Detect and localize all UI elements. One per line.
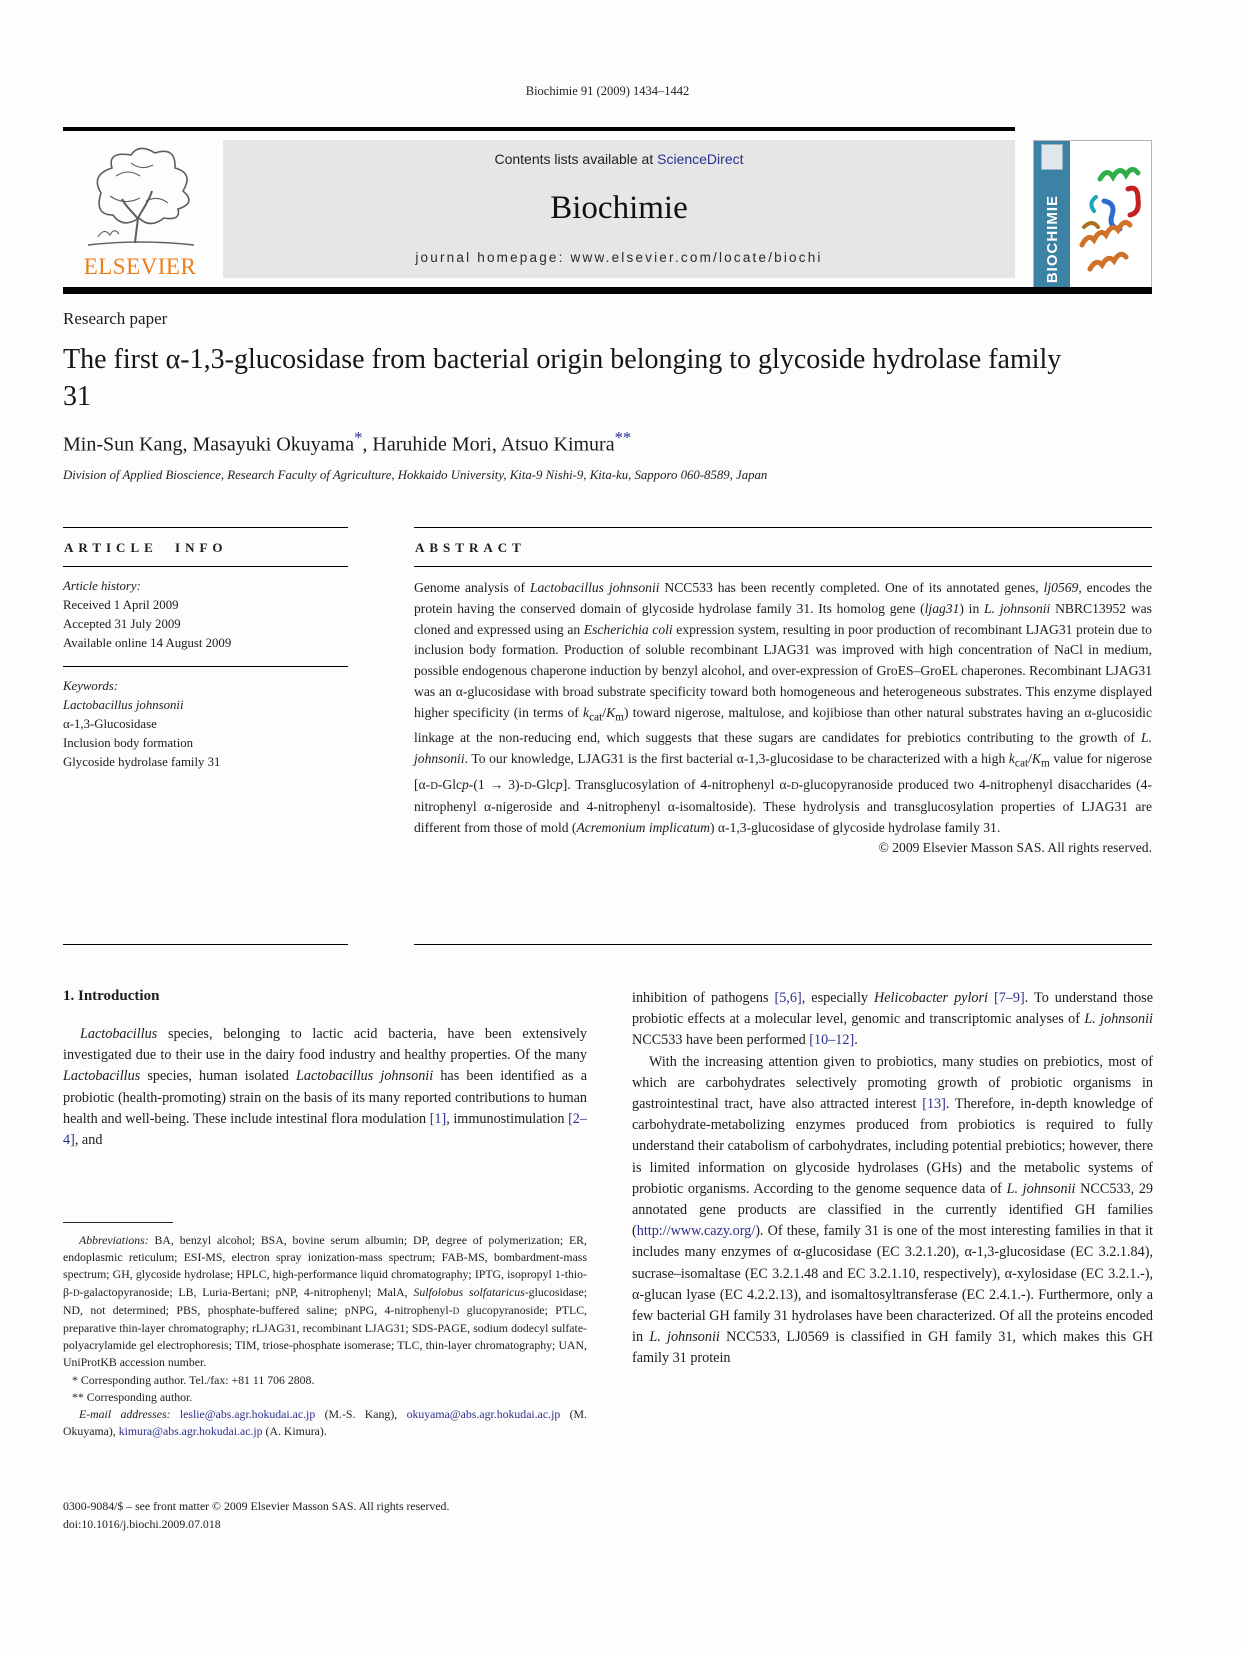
sciencedirect-link[interactable]: ScienceDirect bbox=[657, 151, 744, 167]
history-item: Accepted 31 July 2009 bbox=[63, 617, 181, 631]
article-type-label: Research paper bbox=[63, 309, 168, 328]
cover-mini-logo-icon bbox=[1041, 144, 1063, 170]
section-heading-introduction: 1. Introduction bbox=[63, 988, 160, 1004]
contents-prefix: Contents lists available at bbox=[494, 151, 658, 167]
authors-line: Min-Sun Kang, Masayuki Okuyama*, Haruhide Mori, Atsuo Kimura** bbox=[63, 428, 632, 456]
article-info-panel bbox=[63, 527, 348, 772]
keyword-item: Inclusion body formation bbox=[63, 736, 194, 750]
elsevier-tree-icon bbox=[64, 141, 216, 255]
abstract-panel bbox=[414, 527, 1152, 856]
keyword-item: Lactobacillus johnsonii bbox=[63, 698, 184, 712]
elsevier-wordmark: ELSEVIER bbox=[83, 254, 197, 279]
elsevier-logo bbox=[64, 141, 216, 287]
journal-homepage-link[interactable]: journal homepage: www.elsevier.com/locate/biochi bbox=[415, 250, 823, 265]
masthead-box bbox=[223, 140, 1015, 278]
divider bbox=[63, 944, 348, 945]
journal-cover-thumbnail bbox=[1033, 140, 1152, 288]
keyword-item: Glycoside hydrolase family 31 bbox=[63, 755, 221, 769]
body-paragraph: With the increasing attention given to probiotics, many studies on prebiotics, most of which are carbohydrates selectively promoting growth of probiotic organisms in gastrointestinal tract, have also attracted interest [13]. Therefore, in-depth knowledge of carbohydrate-metabolizing enzymes produced from probiotics is required to fully understand their catabolism of carbohydrates, including potential prebiotics; however, there is limited information on glycoside hydrolases (GHs) and the metabolic systems of probiotic organisms. According to the genome sequence data of L. johnsonii NCC533, 29 annotated gene products are classified in the currently identified GH families (http://www.cazy.org/). Of these, family 31 is one of the most interesting families in that it includes many enzymes of α-glucosidase (EC 3.2.1.20), α-1,3-glucosidase (EC 3.2.1.84), sucrase–isomaltase (EC 3.2.1.48 and EC 3.2.1.10, respectively), α-xylosidase (EC 3.2.1.-), α-glucan lyase (EC 4.2.2.13), and isomaltosyltransferase (EC 2.4.1.-). Furthermore, only a few bacterial GH family 31 hydrolases have been characterized. Of all the proteins encoded in L. johnsonii NCC533, LJ0569 is classified in GH family 31, which makes this GH family 31 protein bbox=[632, 1053, 1154, 1367]
issn-line: 0300-9084/$ – see front matter © 2009 Elsevier Masson SAS. All rights reserved. bbox=[63, 1499, 450, 1513]
keywords-label: Keywords: bbox=[63, 679, 118, 693]
history-item: Available online 14 August 2009 bbox=[63, 636, 232, 650]
doi-line: doi:10.1016/j.biochi.2009.07.018 bbox=[63, 1516, 221, 1531]
contents-line bbox=[223, 151, 1015, 167]
article-info-heading: ARTICLE INFO bbox=[64, 540, 228, 555]
keyword-item: α-1,3-Glucosidase bbox=[63, 717, 157, 731]
abstract-text: Genome analysis of Lactobacillus johnsonii NCC533 has been recently completed. One of its annotated genes, lj0569, encodes the protein having the conserved domain of glycoside hydrolase family 31. Its homolog gene (ljag31) in L. johnsonii NBRC13952 was cloned and expressed using an Escherichia coli expression system, resulting in poor production of recombinant LJAG31 protein due to inclusion body formation. Production of soluble recombinant LJAG31 was improved with high concentration of NaCl in medium, possible endogenous chaperone induction by benzyl alcohol, and over-expression of GroES–GroEL chaperones. Recombinant LJAG31 was an α-glucosidase with broad substrate specificity toward both homogeneous and heterogeneous substrates. This enzyme displayed higher specificity (in terms of $k_{cat}/K_m$) toward nigerose, maltulose, and kojibiose than other natural substrates having an α-glucosidic linkage at the non-reducing end, which suggests that these sugars are candidates for prebiotics contributing to the growth of L. johnsonii. To our knowledge, LJAG31 is the first bacterial α-1,3-glucosidase to be characterized with a high $k_{cat}/K_m$ value for nigerose [α-D-Glcp-(1 → 3)-D-Glcp]. Transglucosylation of 4-nitrophenyl α-D-glucopyranoside produced two 4-nitrophenyl disaccharides (4-nitrophenyl α-nigeroside and 4-nitrophenyl α-isomaltoside). These hydrolysis and transglucosylation properties of LJAG31 are different from those of mold (Acremonium implicatum) α-1,3-glucosidase of glycoside hydrolase family 31. bbox=[414, 580, 1152, 836]
abbreviations-note: Abbreviations: BA, benzyl alcohol; BSA, bovine serum albumin; DP, degree of polymerization; ER, endoplasmic reticulum; ESI-MS, electron spray ionization-mass spectrum; FAB-MS, bombardment-mass spectrum; GH, glycoside hydrolase; HPLC, high-performance liquid chromatography; IPTG, isopropyl 1-thio-β-D-galactopyranoside; LB, Luria-Bertani; pNP, 4-nitrophenyl; MalA, Sulfolobus solfataricus-glucosidase; ND, not determined; PBS, phosphate-buffered saline; pNPG, 4-nitrophenyl-D glucopyranoside; PTLC, preparative thin-layer chromatography; rLJAG31, recombinant LJAG31; SDS-PAGE, sodium dodecyl sulfate-polyacrylamide gel electrophoresis; TIM, triose-phosphate isomerase; TLC, thin-layer chromatography; UAN, UniProtKB accession number. bbox=[63, 1233, 588, 1370]
article-title: The first α-1,3-glucosidase from bacterial origin belonging to glycoside hydrolase family 31 bbox=[63, 344, 1062, 412]
body-column-right bbox=[632, 988, 1153, 1370]
imprint-block bbox=[63, 1498, 603, 1533]
mid-rule bbox=[63, 287, 1152, 294]
corresponding-author-note: * Corresponding author. Tel./fax: +81 11 706 2808. bbox=[72, 1372, 315, 1387]
corresponding-author-note: ** Corresponding author. bbox=[72, 1389, 193, 1404]
cover-spine bbox=[1034, 141, 1070, 287]
abstract-copyright: © 2009 Elsevier Masson SAS. All rights reserved. bbox=[878, 840, 1152, 855]
divider bbox=[414, 566, 1152, 567]
email-addresses-note: E-mail addresses: leslie@abs.agr.hokudai.ac.jp (M.-S. Kang), okuyama@abs.agr.hokudai.ac.jp (M. Okuyama), kimura@abs.agr.hokudai.ac.jp (A. Kimura). bbox=[63, 1407, 587, 1439]
affiliation-line: Division of Applied Bioscience, Research Faculty of Agriculture, Hokkaido University, Kita-9 Nishi-9, Kita-ku, Sapporo 060-8589, Japan bbox=[63, 468, 768, 482]
divider bbox=[63, 566, 348, 567]
divider bbox=[414, 944, 1152, 945]
cover-protein-art bbox=[1070, 141, 1151, 287]
cover-spine-title: BIOCHIMIE bbox=[1043, 194, 1061, 283]
intro-paragraph: Lactobacillus species, belonging to lactic acid bacteria, have been extensively investigated due to their use in the dairy food industry and healthy properties. Of the many Lactobacillus species, human isolated Lactobacillus johnsonii has been identified as a probiotic (health-promoting) strain on the basis of its many reported contributions to human health and well-being. These include intestinal flora modulation [1], immunostimulation [2–4], and bbox=[63, 1026, 587, 1149]
footnote-divider bbox=[63, 1222, 173, 1223]
top-rule bbox=[63, 127, 1015, 131]
journal-reference: Biochimie 91 (2009) 1434–1442 bbox=[525, 84, 690, 98]
body-column-left bbox=[63, 988, 587, 1151]
history-item: Received 1 April 2009 bbox=[63, 598, 179, 612]
abstract-heading: ABSTRACT bbox=[415, 540, 526, 555]
article-history-label: Article history: bbox=[63, 579, 141, 593]
footnote-block bbox=[63, 1222, 587, 1440]
body-paragraph: inhibition of pathogens [5,6], especially Helicobacter pylori [7–9]. To understand those probiotic effects at a molecular level, genomic and transcriptomic analyses of L. johnsonii NCC533 have been performed [10–12]. bbox=[632, 990, 1154, 1049]
journal-name: Biochimie bbox=[550, 190, 688, 226]
divider bbox=[63, 666, 348, 667]
